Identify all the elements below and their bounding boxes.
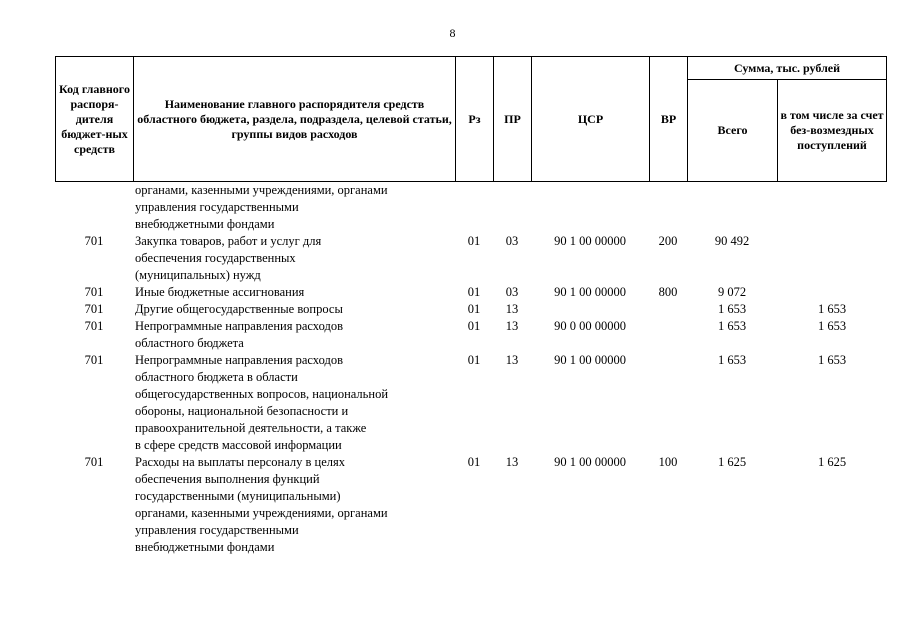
name-line: обеспечения государственных	[135, 251, 296, 265]
code-cell: 701	[84, 285, 104, 299]
rz-cell: 01	[467, 319, 481, 333]
csr-cell: 90 1 00 00000	[554, 455, 626, 469]
total-cell: 90 492	[714, 234, 750, 248]
name-cell	[135, 284, 453, 301]
vr-cell: 200	[658, 234, 678, 248]
table-row	[55, 233, 886, 284]
name-line: государственными (муниципальными)	[135, 489, 341, 503]
name-line: органами, казенными учреждениями, органами	[135, 183, 388, 197]
table-row	[55, 454, 886, 556]
header-incl: в том числе за счет без-возмездных поступлений	[778, 80, 887, 182]
total-cell: 1 653	[717, 302, 747, 316]
header-pr: ПР	[494, 57, 532, 182]
name-cell	[135, 233, 453, 284]
rz-cell: 01	[467, 302, 481, 316]
name-line: обеспечения выполнения функций	[135, 472, 320, 486]
pr-cell: 13	[505, 319, 519, 333]
vr-cell: 100	[658, 455, 678, 469]
name-cell	[135, 352, 453, 454]
rz-cell: 01	[467, 455, 481, 469]
name-line: в сфере средств массовой информации	[135, 438, 342, 452]
total-cell: 1 653	[717, 319, 747, 333]
gratuitous-cell: 1 653	[817, 319, 847, 333]
csr-cell: 90 0 00 00000	[554, 319, 626, 333]
pr-cell: 13	[505, 302, 519, 316]
header-sum-title: Сумма, тыс. рублей	[688, 57, 887, 80]
name-line: Другие общегосударственные вопросы	[135, 302, 343, 316]
name-line: внебюджетными фондами	[135, 540, 275, 554]
name-cell	[135, 182, 453, 233]
name-line: Расходы на выплаты персоналу в целях	[135, 455, 345, 469]
name-cell	[135, 454, 453, 556]
code-cell: 701	[84, 302, 104, 316]
gratuitous-cell: 1 653	[817, 302, 847, 316]
name-line: Закупка товаров, работ и услуг для	[135, 234, 322, 248]
gratuitous-cell: 1 653	[817, 353, 847, 367]
name-line: Непрограммные направления расходов	[135, 353, 343, 367]
name-line: общегосударственных вопросов, национальной	[135, 387, 389, 401]
rz-cell: 01	[467, 285, 481, 299]
name-line: обороны, национальной безопасности и	[135, 404, 349, 418]
gratuitous-cell: 1 625	[817, 455, 847, 469]
rz-cell: 01	[467, 234, 481, 248]
name-line: областного бюджета	[135, 336, 244, 350]
table-row	[55, 352, 886, 454]
header-total: Всего	[688, 80, 778, 182]
code-cell: 701	[84, 353, 104, 367]
name-line: органами, казенными учреждениями, органами	[135, 506, 388, 520]
code-cell: 701	[84, 455, 104, 469]
pr-cell: 13	[505, 455, 519, 469]
pr-cell: 03	[505, 285, 519, 299]
name-line: управления государственными	[135, 200, 299, 214]
name-line: областного бюджета в области	[135, 370, 298, 384]
header-vr: ВР	[650, 57, 688, 182]
pr-cell: 03	[505, 234, 519, 248]
table-body	[55, 182, 886, 556]
header-csr: ЦСР	[532, 57, 650, 182]
table-row	[55, 284, 886, 301]
name-line: внебюджетными фондами	[135, 217, 275, 231]
header-rz: Рз	[456, 57, 494, 182]
name-cell	[135, 301, 453, 318]
csr-cell: 90 1 00 00000	[554, 353, 626, 367]
total-cell: 1 653	[717, 353, 747, 367]
csr-cell: 90 1 00 00000	[554, 234, 626, 248]
header-code: Код главного распоря-дителя бюджет-ных средств	[56, 57, 134, 182]
total-cell: 1 625	[717, 455, 747, 469]
table-row	[55, 182, 886, 233]
page-number: 8	[449, 26, 456, 40]
table-header	[55, 56, 887, 182]
table-row	[55, 318, 886, 352]
name-line: управления государственными	[135, 523, 299, 537]
pr-cell: 13	[505, 353, 519, 367]
total-cell: 9 072	[717, 285, 747, 299]
code-cell: 701	[84, 234, 104, 248]
header-name: Наименование главного распорядителя средств областного бюджета, раздела, подраздела, целевой статьи, группы видов расходов	[134, 57, 456, 182]
vr-cell: 800	[658, 285, 678, 299]
csr-cell: 90 1 00 00000	[554, 285, 626, 299]
name-line: Иные бюджетные ассигнования	[135, 285, 305, 299]
rz-cell: 01	[467, 353, 481, 367]
name-line: (муниципальных) нужд	[135, 268, 261, 282]
name-cell	[135, 318, 453, 352]
name-line: правоохранительной деятельности, а также	[135, 421, 367, 435]
code-cell: 701	[84, 319, 104, 333]
name-line: Непрограммные направления расходов	[135, 319, 343, 333]
table-row	[55, 301, 886, 318]
